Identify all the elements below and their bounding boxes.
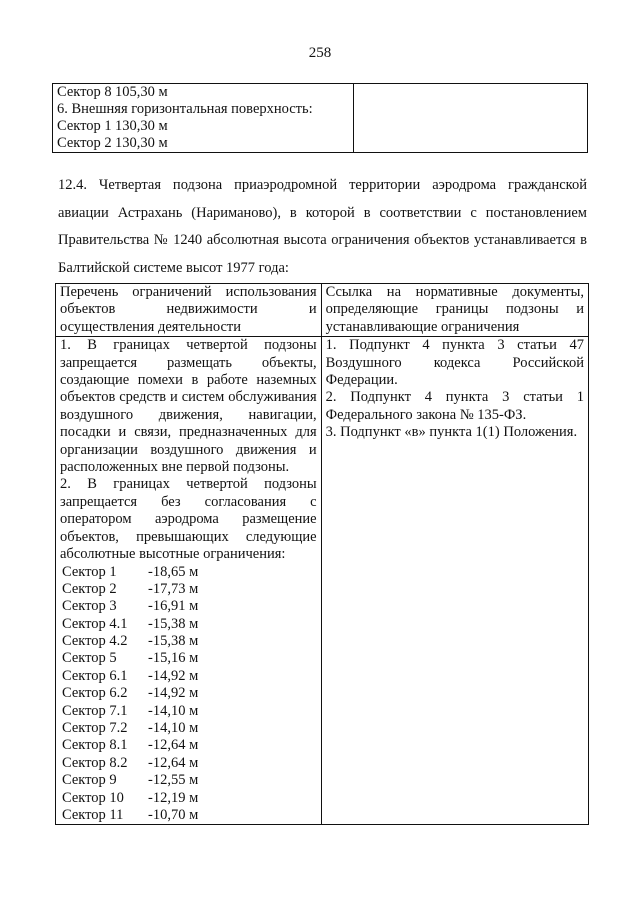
sector-value: 130,30 м [115, 135, 168, 151]
sector-value: -14,10 м [148, 702, 199, 719]
sector-row [56, 772, 321, 789]
sector-row [56, 703, 321, 720]
top-table-line [53, 101, 353, 118]
top-table-line [53, 118, 353, 135]
sector-value: -10,70 м [148, 806, 199, 823]
sector-list [56, 564, 321, 825]
body-left-cell [56, 337, 322, 825]
section-heading: 6. Внешняя горизонтальная поверхность: [57, 101, 313, 117]
sector-name: Сектор 3 [62, 598, 117, 615]
intro-paragraph: 12.4. Четвертая подзона приаэродромной территории аэродрома гражданской авиации Астрахань (Нариманово), в которой в соответствии с постановлением Правительства № 1240 абсолютная высота ограничения объектов устанавливается в Балтийской системе высот 1977 года: [58, 177, 587, 276]
sector-row [56, 790, 321, 807]
sector-value: -15,16 м [148, 650, 199, 667]
top-table-line [53, 135, 353, 152]
top-table-line [53, 84, 353, 101]
header-left-text: Перечень ограничений использования объектов недвижимости и осуществления деятельности [60, 284, 317, 335]
sector-value: -12,64 м [148, 737, 199, 754]
sector-name: Сектор 4.1 [62, 615, 128, 632]
table-body-row [56, 337, 589, 825]
sector-value: -16,91 м [148, 598, 199, 615]
sector-name: Сектор 9 [62, 772, 117, 789]
header-right-text: Ссылка на нормативные документы, определяющие границы подзоны и устанавливающие ограничения [325, 284, 584, 335]
reference-item-3: 3. Подпункт «в» пункта 1(1) Положения. [325, 424, 578, 441]
sector-name: Сектор 6.2 [62, 685, 128, 702]
sector-name: Сектор 11 [62, 806, 124, 823]
sector-value: -15,38 м [148, 633, 199, 650]
sector-row [56, 720, 321, 737]
header-left-cell [56, 284, 322, 337]
sector-name: Сектор 8 [57, 84, 112, 100]
sector-row [56, 564, 321, 581]
sector-row [56, 581, 321, 598]
sector-row [56, 807, 321, 824]
sector-row [56, 598, 321, 615]
header-right-cell [321, 284, 588, 337]
sector-name: Сектор 8.1 [62, 737, 128, 754]
sector-value: -18,65 м [148, 563, 199, 580]
sector-name: Сектор 2 [57, 135, 112, 151]
sector-name: Сектор 7.1 [62, 702, 128, 719]
sector-value: -14,92 м [148, 667, 199, 684]
sector-value: -17,73 м [148, 580, 199, 597]
main-table [55, 283, 589, 825]
sector-value: -12,19 м [148, 789, 199, 806]
sector-value: -12,55 м [148, 772, 199, 789]
sector-name: Сектор 8.2 [62, 754, 128, 771]
sector-value: 130,30 м [115, 118, 168, 134]
sector-value: -15,38 м [148, 615, 199, 632]
sector-row [56, 633, 321, 650]
sector-name: Сектор 2 [62, 580, 117, 597]
sector-name: Сектор 1 [57, 118, 112, 134]
reference-item-2: 2. Подпункт 4 пункта 3 статьи 1 Федерального закона № 135-ФЗ. [325, 389, 584, 423]
sector-name: Сектор 10 [62, 789, 124, 806]
body-right-cell [321, 337, 588, 825]
sector-row [56, 616, 321, 633]
top-table-left-cell [53, 84, 354, 153]
sector-value: -12,64 м [148, 754, 199, 771]
sector-row [56, 668, 321, 685]
sector-value: -14,92 м [148, 685, 199, 702]
sector-name: Сектор 7.2 [62, 720, 128, 737]
sector-row [56, 755, 321, 772]
restriction-item-2: 2. В границах четвертой подзоны запрещается без согласования с оператором аэродрома размещение объектов, превышающих следующие абсолютные высотные ограничения: [60, 476, 317, 563]
sector-row [56, 737, 321, 754]
sector-name: Сектор 4.2 [62, 633, 128, 650]
top-table-right-cell [354, 84, 588, 153]
reference-item-1: 1. Подпункт 4 пункта 3 статьи 47 Воздушного кодекса Российской Федерации. [325, 337, 584, 389]
sector-value: 105,30 м [115, 84, 168, 100]
sector-row [56, 650, 321, 667]
restriction-item-1: 1. В границах четвертой подзоны запрещается размещать объекты, создающие помехи в работе наземных объектов средств и систем обслуживания воздушного движения, навигации, посадки и связи, предназначенных для организации воздушного движения и расположенных вне первой подзоны. [60, 337, 317, 476]
sector-name: Сектор 6.1 [62, 667, 128, 684]
sector-name: Сектор 1 [62, 563, 117, 580]
top-table [52, 83, 588, 153]
sector-value: -14,10 м [148, 720, 199, 737]
page-number: 258 [308, 45, 332, 61]
sector-row [56, 685, 321, 702]
table-header-row [56, 284, 589, 337]
sector-name: Сектор 5 [62, 650, 117, 667]
